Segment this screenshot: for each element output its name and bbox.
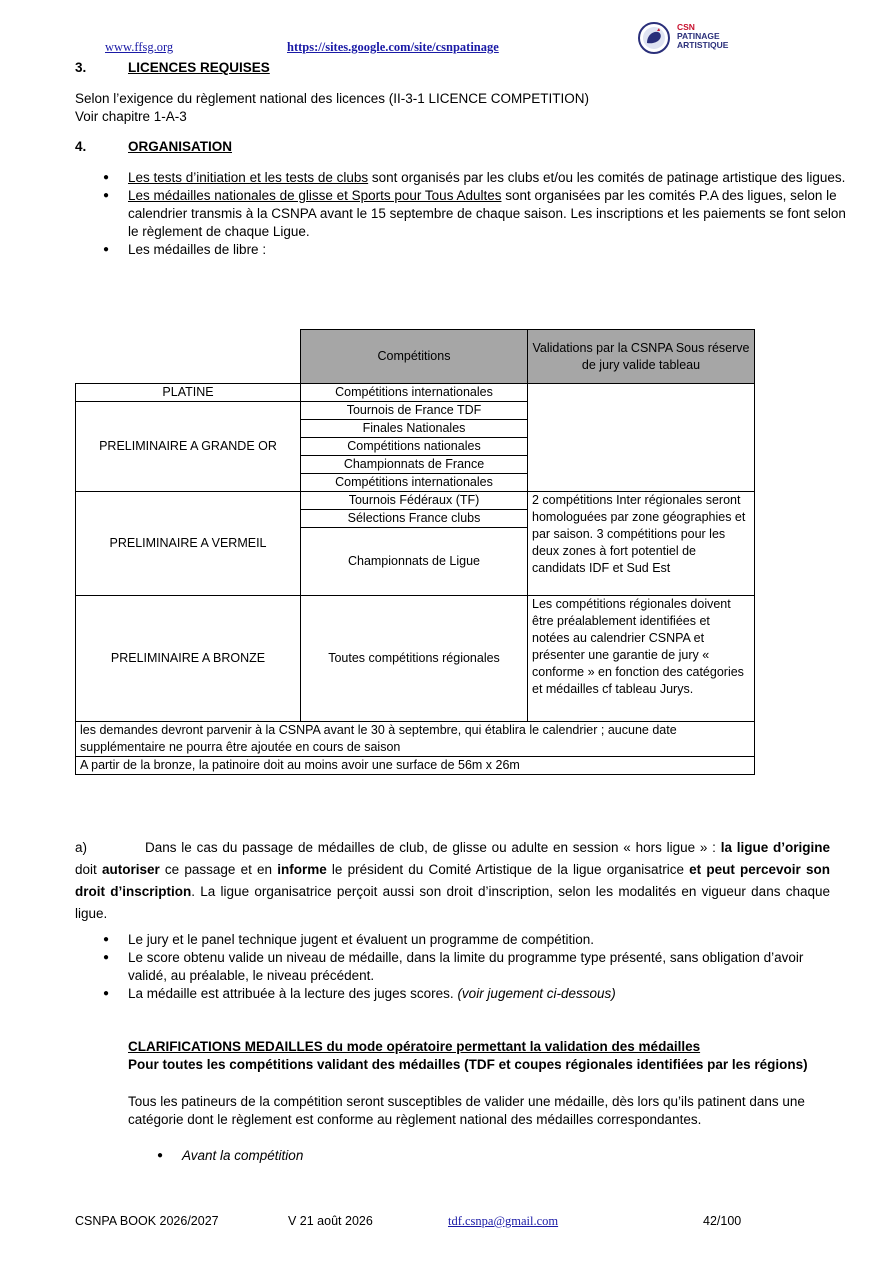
logo-text-artistique: ARTISTIQUE bbox=[677, 40, 729, 50]
clarifications-sub-list bbox=[157, 1147, 757, 1165]
table-footnote-1: les demandes devront parvenir à la CSNPA avant le 30 à septembre, qui établira le calendrier ; aucune date supplémentaire ne pourra être ajoutée en cours de saison bbox=[76, 722, 755, 757]
list-item: ● Le score obtenu valide un niveau de médaille, dans la limite du programme type présenté, sans obligation d’avoir validé, au préalable, le niveau précédent. bbox=[103, 949, 823, 985]
competition-cell: Toutes compétitions régionales bbox=[301, 596, 528, 722]
footer-email-link[interactable]: tdf.csnpa@gmail.com bbox=[448, 1214, 559, 1228]
header-validations: Validations par la CSNPA Sous réserve de jury valide tableau bbox=[528, 330, 755, 384]
vermeil-note: 2 compétitions Inter régionales seront homologuées par zone géographies et par saison. 3 compétitions pour les deux zones à fort potentiel de candidats IDF et Sud Est bbox=[528, 492, 755, 596]
clarifications-subtitle: Pour toutes les compétitions validant des médailles (TDF et coupes régionales identifiées par les régions) bbox=[128, 1057, 808, 1072]
competition-cell: Compétitions nationales bbox=[301, 438, 528, 456]
logo-text-patinage: PATINAGE bbox=[677, 31, 720, 41]
validation-cell-empty bbox=[528, 384, 755, 492]
section-3-number: 3. bbox=[75, 60, 87, 75]
level-platine: PLATINE bbox=[76, 384, 301, 402]
level-vermeil: PRELIMINAIRE A VERMEIL bbox=[76, 492, 301, 596]
list-item: ● Les médailles de libre : bbox=[103, 241, 853, 259]
section-4-title: ORGANISATION bbox=[128, 139, 232, 154]
rooster-icon bbox=[637, 21, 671, 55]
table-footnote-2: A partir de la bronze, la patinoire doit au moins avoir une surface de 56m x 26m bbox=[76, 757, 755, 775]
jury-list bbox=[103, 931, 823, 1003]
section-4-number: 4. bbox=[75, 139, 87, 154]
csn-logo bbox=[637, 21, 757, 55]
section-3-title: LICENCES REQUISES bbox=[128, 60, 270, 75]
section-3-line-2: Voir chapitre 1-A-3 bbox=[75, 109, 187, 124]
csnpatinage-link[interactable]: https://sites.google.com/site/csnpatinage bbox=[287, 40, 499, 54]
paragraph-a: a) Dans le cas du passage de médailles de club, de glisse ou adulte en session « hors ligue » : la ligue d’origine doit autoriser ce passage et en informe le président du Comité Artistique de la ligue organisatrice et peut percevoir son droit d’inscription. La ligue organisatrice perçoit aussi son droit d’inscription, selon les modalités en vigueur dans chaque ligue. bbox=[75, 840, 830, 921]
competition-cell: Championnats de France bbox=[301, 456, 528, 474]
footer-page-number: 42/100 bbox=[703, 1214, 742, 1228]
footer-book: CSNPA BOOK 2026/2027 bbox=[75, 1214, 219, 1228]
competition-cell: Compétitions internationales bbox=[301, 384, 528, 402]
competition-cell: Sélections France clubs bbox=[301, 510, 528, 528]
competition-cell: Championnats de Ligue bbox=[301, 528, 528, 596]
competition-cell: Finales Nationales bbox=[301, 420, 528, 438]
level-bronze: PRELIMINAIRE A BRONZE bbox=[76, 596, 301, 722]
clarifications-text: Tous les patineurs de la compétition seront susceptibles de valider une médaille, dès lors qu’ils patinent dans une catégorie dont le règlement est conforme au règlement national des médailles correspondantes. bbox=[128, 1094, 805, 1127]
footer-version: V 21 août 2026 bbox=[288, 1214, 373, 1228]
logo-text-csn: CSN bbox=[677, 22, 695, 32]
clarifications-title: CLARIFICATIONS MEDAILLES du mode opératoire permettant la validation des médailles bbox=[128, 1039, 701, 1054]
list-item: ● Le jury et le panel technique jugent et évaluent un programme de compétition. bbox=[103, 931, 823, 949]
competition-cell: Compétitions internationales bbox=[301, 474, 528, 492]
list-item: ● Avant la compétition bbox=[157, 1147, 757, 1165]
list-item: ● Les tests d’initiation et les tests de clubs sont organisés par les clubs et/ou les comités de patinage artistique des ligues. bbox=[103, 169, 853, 187]
header-competitions: Compétitions bbox=[301, 330, 528, 384]
bronze-note: Les compétitions régionales doivent être préalablement identifiées et notées au calendrier CSNPA et présenter une garantie de jury « conforme » en fonction des catégories et médailles cf tableau Jurys. bbox=[528, 596, 755, 722]
list-item: ● La médaille est attribuée à la lecture des juges scores. (voir jugement ci-dessous) bbox=[103, 985, 823, 1003]
ffsg-link[interactable]: www.ffsg.org bbox=[105, 40, 174, 54]
competition-cell: Tournois Fédéraux (TF) bbox=[301, 492, 528, 510]
section-3-line-1: Selon l’exigence du règlement national des licences (II-3-1 LICENCE COMPETITION) bbox=[75, 91, 589, 106]
competition-cell: Tournois de France TDF bbox=[301, 402, 528, 420]
list-item: ● Les médailles nationales de glisse et Sports pour Tous Adultes sont organisées par les comités P.A des ligues, selon le calendrier transmis à la CSNPA avant le 15 septembre de chaque saison. Les inscriptions et les paiements se font selon le règlement de chaque Ligue. bbox=[103, 187, 853, 241]
medals-table bbox=[75, 329, 755, 775]
organisation-list bbox=[103, 169, 853, 259]
level-grande-or: PRELIMINAIRE A GRANDE OR bbox=[76, 402, 301, 492]
